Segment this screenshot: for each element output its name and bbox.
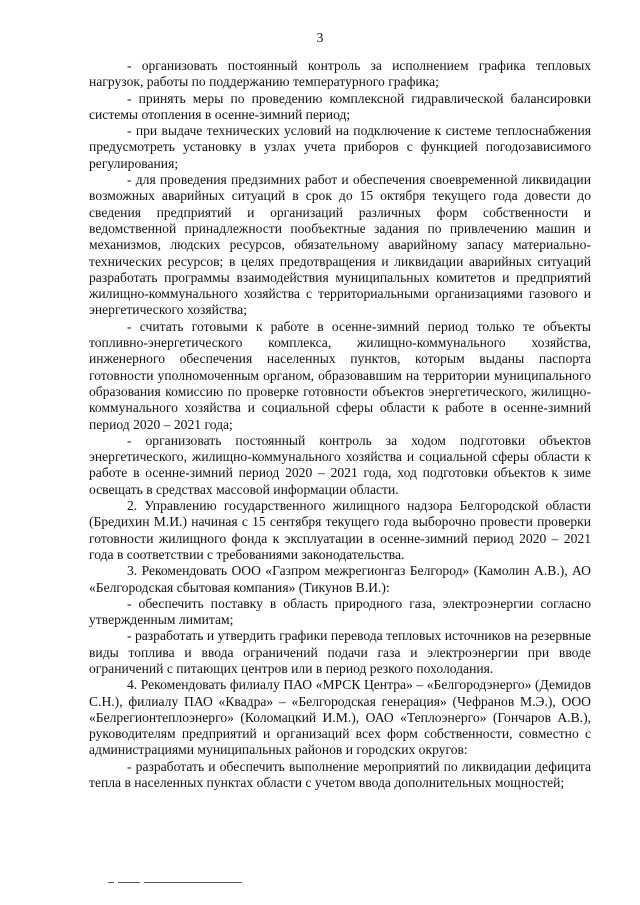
paragraph-reserve-fuel-schedules: - разработать и утвердить графики перевода тепловых источников на резервные виды топлива и ввода ограничений подачи газа и электроэнергии при вводе ограничений с питающих центров или в период резкого похолодания. [89,628,591,676]
document-body [89,58,591,791]
paragraph-prewinter-works: - для проведения предзимних работ и обеспечения своевременной ликвидации возможных аварийных ситуаций в срок до 15 октября текущего года довести до сведения предприятий и организаций различных форм собственности и ведомственной принадлежности пообъектные задания по привлечению машин и механизмов, людских ресурсов, обязательному аварийному запасу материально-технических ресурсов; в целях предотвращения и ликвидации аварийных ситуаций разработать программы взаимодействия муниципальных комитетов и предприятий жилищно-коммунального хозяйства с территориальными организациями газового и энергетического хозяйства; [89,172,591,318]
paragraph-readiness-passports: - считать готовыми к работе в осенне-зимний период только те объекты топливно-энергетического комплекса, жилищно-коммунального хозяйства, инженерного обеспечения населенных пунктов, которым выданы паспорта готовности уполномоченным органом, образовавшим на территории муниципального образования комиссию по проверке готовности объектов энергетического, жилищно-коммунального хозяйства и социальной сферы области к работе в осенне-зимний период 2020 – 2021 года; [89,318,591,432]
page-number: 3 [316,30,324,45]
footer-rule-mark [108,882,114,883]
paragraph-technical-conditions: - при выдаче технических условий на подключение к системе теплоснабжения предусмотреть установку в узлах учета приборов с функцией погодозависимого регулирования; [89,123,591,171]
paragraph-gazprom-recommendation: 3. Рекомендовать ООО «Газпром межрегионгаз Белгород» (Камолин А.В.), АО «Белгородская сбытовая компания» (Тикунов В.И.): [89,563,591,595]
paragraph-thermal-load-control: - организовать постоянный контроль за исполнением графика тепловых нагрузок, работы по поддержанию температурного графика; [89,58,591,90]
paragraph-hydraulic-balancing: - принять меры по проведению комплексной гидравлической балансировки системы отопления в осенне-зимний период; [89,90,591,122]
paragraph-energy-companies-recommendation: 4. Рекомендовать филиалу ПАО «МРСК Центра» – «Белгородэнерго» (Демидов С.Н.), филиалу ПАО «Квадра» – «Белгородская генерация» (Чефранов М.Э.), ООО «Белрегионтеплоэнерго» (Коломацкий И.М.), ОАО «Теплоэнерго» (Гончаров А.В.), руководителям предприятий и организаций всех форм собственности, совместно с администрациями муниципальных районов и городских округов: [89,677,591,758]
paragraph-heat-deficit-measures: - разработать и обеспечить выполнение мероприятий по ликвидации дефицита тепла в населенных пунктах области с учетом ввода дополнительных мощностей; [89,758,591,791]
footer-rule-long [144,882,242,883]
paragraph-preparation-control: - организовать постоянный контроль за ходом подготовки объектов энергетического, жилищно-коммунального хозяйства и социальной сферы области к работе в осенне-зимний период 2020 – 2021 года, ход подготовки объектов к зиме освещать в средствах массовой информации области. [89,432,591,497]
footer-rule-short [118,882,140,883]
paragraph-housing-inspection: 2. Управлению государственного жилищного надзора Белгородской области (Бредихин М.И.) начиная с 15 сентября текущего года выборочно провести проверки готовности жилищного фонда к эксплуатации в осенне-зимний период 2020 – 2021 года в соответствии с требованиями законодательства. [89,498,591,562]
paragraph-supply-limits: - обеспечить поставку в область природного газа, электроэнергии согласно утвержденным лимитам; [89,595,591,628]
